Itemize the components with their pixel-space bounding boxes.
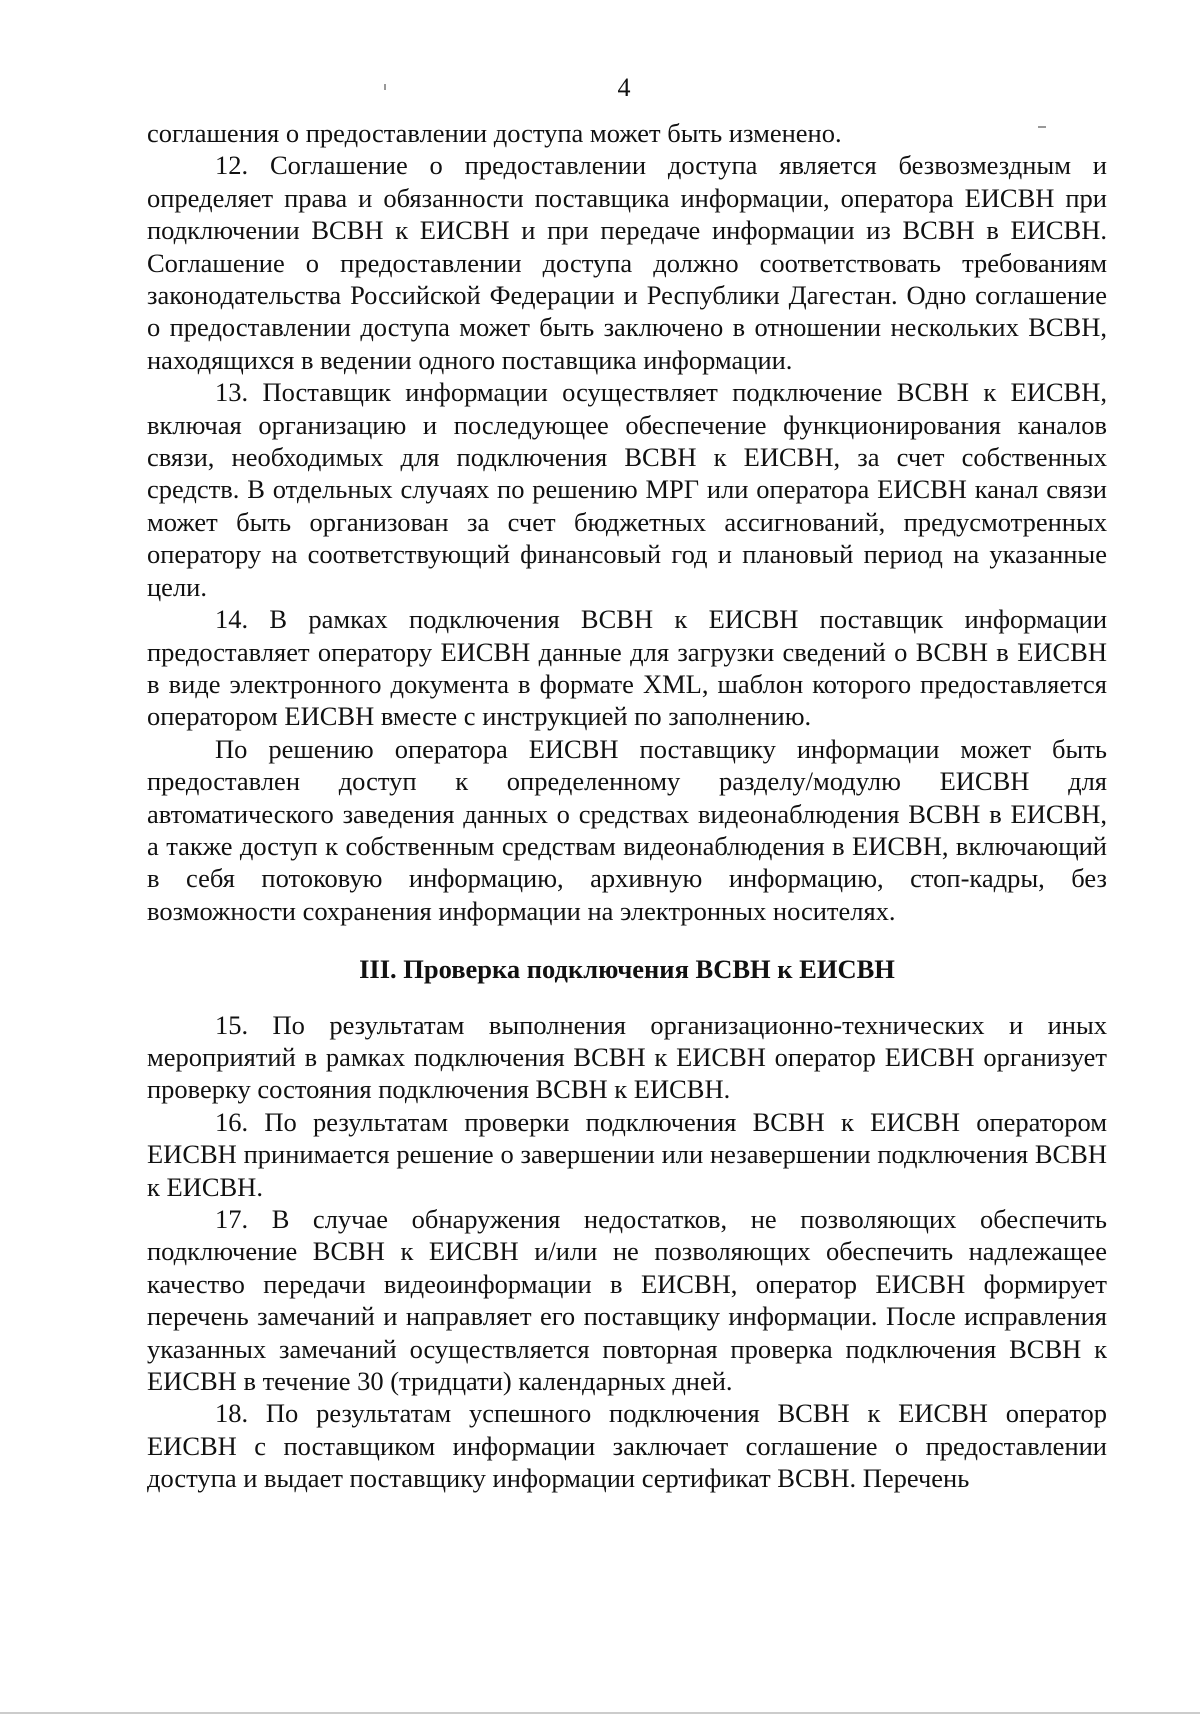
paragraph-12: 12. Соглашение о предоставлении доступа является безвозмездным и определяет права и обязанности поставщика информации, оператора ЕИСВН при подключении ВСВН к ЕИСВН и при передаче информации из ВСВН в ЕИСВН. Соглашение о предоставлении доступа должно соответствовать требованиям законодательства Российской Федерации и Республики Дагестан. Одно соглашение о предоставлении доступа может быть заключено в отношении нескольких ВСВН, находящихся в ведении одного поставщика информации.	[147, 150, 1107, 375]
document-body	[147, 117, 1107, 1495]
paragraph-14-continued: По решению оператора ЕИСВН поставщику информации может быть предоставлен доступ к определенному разделу/модулю ЕИСВН для автоматического заведения данных о средствах видеонаблюдения ВСВН в ЕИСВН, а также доступ к собственным средствам видеонаблюдения в ЕИСВН, включающий в себя потоковую информацию, архивную информацию, стоп-кадры, без возможности сохранения информации на электронных носителях.	[147, 733, 1107, 926]
section-heading: III. Проверка подключения ВСВН к ЕИСВН	[359, 954, 895, 985]
paragraph-14: 14. В рамках подключения ВСВН к ЕИСВН поставщик информации предоставляет оператору ЕИСВН данные для загрузки сведений о ВСВН в ЕИСВН в виде электронного документа в формате XML, шаблон которого предоставляется оператором ЕИСВН вместе с инструкцией по заполнению.	[147, 604, 1107, 732]
paragraph-16: 16. По результатам проверки подключения ВСВН к ЕИСВН оператором ЕИСВН принимается решение о завершении или незавершении подключения ВСВН к ЕИСВН.	[147, 1106, 1107, 1202]
paragraph-15: 15. По результатам выполнения организационно-технических и иных мероприятий в рамках подключения ВСВН к ЕИСВН оператор ЕИСВН организует проверку состояния подключения ВСВН к ЕИСВН.	[147, 1009, 1107, 1105]
paragraph-13: 13. Поставщик информации осуществляет подключение ВСВН к ЕИСВН, включая организацию и последующее обеспечение функционирования каналов связи, необходимых для подключения ВСВН к ЕИСВН, за счет собственных средств. В отдельных случаях по решению МРГ или оператора ЕИСВН канал связи может быть организован за счет бюджетных ассигнований, предусмотренных оператору на соответствующий финансовый год и плановый период на указанные цели.	[147, 377, 1107, 602]
paragraph-continuation: соглашения о предоставлении доступа может быть изменено.	[147, 118, 842, 148]
scan-artifact	[0, 1712, 1200, 1714]
paragraph-17: 17. В случае обнаружения недостатков, не позволяющих обеспечить подключение ВСВН к ЕИСВН и/или не позволяющих обеспечить надлежащее качество передачи видеоинформации в ЕИСВН, оператор ЕИСВН формирует перечень замечаний и направляет его поставщику информации. После исправления указанных замечаний осуществляется повторная проверка подключения ВСВН к ЕИСВН в течение 30 (тридцати) календарных дней.	[147, 1204, 1107, 1397]
page-number: 4	[617, 73, 631, 102]
paragraph-18: 18. По результатам успешного подключения ВСВН к ЕИСВН оператор ЕИСВН с поставщиком информации заключает соглашение о предоставлении доступа и выдает поставщику информации сертификат ВСВН. Перечень	[147, 1398, 1107, 1494]
